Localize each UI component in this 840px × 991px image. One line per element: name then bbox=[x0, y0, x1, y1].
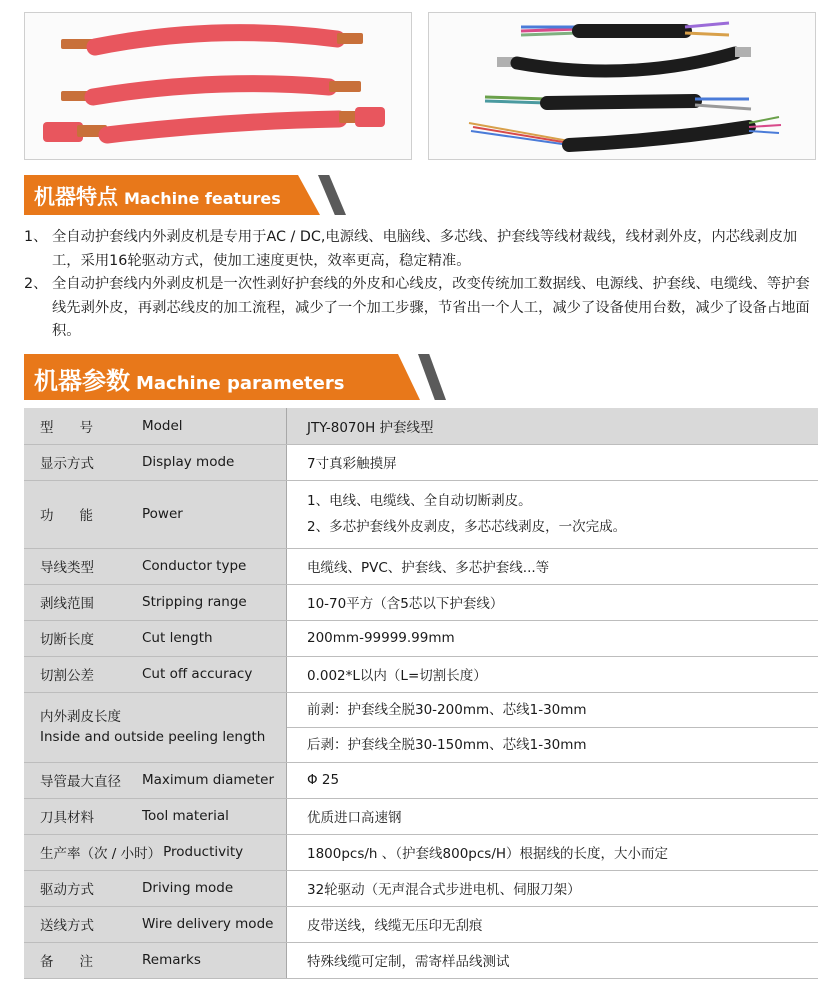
spec-key-zh: 备注 bbox=[40, 954, 119, 970]
spec-key-en: Cut length bbox=[142, 630, 213, 646]
spec-value-back: 后剥：护套线全脱30-150mm、芯线1-30mm bbox=[287, 727, 818, 762]
features-title-zh: 机器特点 bbox=[34, 185, 118, 209]
spec-key-en: Maximum diameter bbox=[142, 772, 275, 788]
spec-row-driving bbox=[24, 870, 818, 906]
red-cable-2 bbox=[61, 81, 361, 101]
spec-value: 200mm-99999.99mm bbox=[287, 620, 819, 656]
spec-key-zh: 切割公差 bbox=[40, 668, 94, 684]
spec-row-productivity bbox=[24, 834, 818, 870]
spec-value: 10-70平方（含5芯以下护套线） bbox=[287, 584, 819, 620]
spec-key bbox=[24, 548, 287, 584]
black-cables-illustration bbox=[429, 13, 815, 159]
spec-row-peeling bbox=[24, 692, 818, 762]
params-header bbox=[24, 354, 454, 400]
spec-value bbox=[287, 480, 819, 548]
red-cable-3 bbox=[43, 107, 385, 142]
spec-key-en: Inside and outside peeling length bbox=[40, 729, 266, 745]
spec-key-en: Driving mode bbox=[142, 880, 234, 896]
spec-key-zh: 导管最大直径 bbox=[40, 774, 121, 790]
spec-key-zh: 送线方式 bbox=[40, 918, 94, 934]
features-list bbox=[24, 226, 824, 344]
spec-key-en: Display mode bbox=[142, 454, 235, 470]
spec-value: 1800pcs/h 、（护套线800pcs/H）根据线的长度，大小而定 bbox=[287, 834, 819, 870]
spec-key-zh: 刀具材料 bbox=[40, 810, 94, 826]
spec-key-en: Power bbox=[142, 506, 183, 522]
spec-key-zh: 内外剥皮长度 bbox=[40, 709, 121, 725]
spec-row-diameter bbox=[24, 762, 818, 798]
spec-key bbox=[24, 656, 287, 692]
features-title-en: Machine features bbox=[124, 189, 281, 208]
spec-key-en: Cut off accuracy bbox=[142, 666, 253, 682]
spec-key-en: Tool material bbox=[142, 808, 229, 824]
black-cables-photo bbox=[428, 12, 816, 160]
spec-key-zh: 导线类型 bbox=[40, 560, 94, 576]
feature-number: 2、 bbox=[24, 276, 48, 292]
spec-value: 7寸真彩触摸屏 bbox=[287, 444, 819, 480]
spec-key bbox=[24, 834, 287, 870]
spec-row-power bbox=[24, 480, 818, 548]
feature-text: 全自动护套线内外剥皮机是一次性剥好护套线的外皮和心线皮，改变传统加工数据线、电源线、护套线、电缆线、等护套线先剥外皮，再剥芯线皮的加工流程，减少了一个加工步骤，节省出一个人工，减少了设备使用台数，减少了设备占地面积。 bbox=[52, 276, 810, 339]
spec-key bbox=[24, 408, 287, 444]
feature-item-2 bbox=[24, 273, 824, 344]
feature-text: 全自动护套线内外剥皮机是专用于AC / DC,电源线、电脑线、多芯线、护套线等线材裁线，线材剥外皮，内芯线剥皮加工，采用16轮驱动方式，使加工速度更快，效率更高，稳定精准。 bbox=[52, 229, 798, 269]
spec-key-zh: 功能 bbox=[40, 508, 119, 524]
spec-row-cut-length bbox=[24, 620, 818, 656]
spec-row-display bbox=[24, 444, 818, 480]
spec-value: 0.002*L以内（L=切割长度） bbox=[287, 656, 819, 692]
spec-key-zh: 切断长度 bbox=[40, 632, 94, 648]
spec-key bbox=[24, 444, 287, 480]
spec-key bbox=[24, 480, 287, 548]
spec-key bbox=[24, 906, 287, 942]
spec-key bbox=[24, 692, 287, 762]
spec-value: 32轮驱动（无声混合式步进电机、伺服刀架） bbox=[287, 870, 819, 906]
black-cable-3 bbox=[485, 97, 751, 109]
spec-value: 电缆线、PVC、护套线、多芯护套线...等 bbox=[287, 548, 819, 584]
feature-item-1 bbox=[24, 226, 824, 273]
spec-key-zh: 显示方式 bbox=[40, 456, 94, 472]
params-header-title bbox=[34, 361, 344, 396]
features-header-title bbox=[34, 181, 281, 211]
spec-key-en: Stripping range bbox=[142, 594, 247, 610]
spec-value-line: 1、电线、电缆线、全自动切断剥皮。 bbox=[307, 493, 532, 509]
spec-value: 优质进口高速钢 bbox=[287, 798, 819, 834]
black-cable-2 bbox=[497, 47, 751, 71]
spec-key bbox=[24, 942, 287, 978]
spec-key-en: Conductor type bbox=[142, 558, 247, 574]
spec-key bbox=[24, 620, 287, 656]
spec-key bbox=[24, 762, 287, 798]
spec-value-front: 前剥：护套线全脱30-200mm、芯线1-30mm bbox=[307, 701, 587, 718]
features-header bbox=[24, 175, 354, 215]
spec-key-zh: 型号 bbox=[40, 419, 119, 436]
spec-key-en: Productivity bbox=[163, 844, 244, 860]
feature-number: 1、 bbox=[24, 229, 48, 245]
spec-key-en: Wire delivery mode bbox=[142, 916, 274, 932]
params-title-en: Machine parameters bbox=[136, 373, 345, 394]
spec-value: JTY-8070H 护套线型 bbox=[287, 408, 819, 444]
red-cable-1 bbox=[61, 33, 363, 49]
spec-table bbox=[24, 408, 818, 979]
spec-row-accuracy bbox=[24, 656, 818, 692]
spec-row-delivery bbox=[24, 906, 818, 942]
spec-value: 特殊线缆可定制，需寄样品线测试 bbox=[287, 942, 819, 978]
params-title-zh: 机器参数 bbox=[34, 367, 130, 395]
red-cables-illustration bbox=[25, 13, 411, 159]
spec-row-remarks bbox=[24, 942, 818, 978]
spec-key-zh: 生产率（次 / 小时） bbox=[40, 846, 162, 862]
spec-value bbox=[287, 692, 819, 762]
spec-key bbox=[24, 870, 287, 906]
params-header-slant bbox=[418, 354, 446, 400]
spec-key-en: Remarks bbox=[142, 952, 201, 968]
spec-key bbox=[24, 798, 287, 834]
spec-value: 皮带送线，线缆无压印无刮痕 bbox=[287, 906, 819, 942]
spec-row-model bbox=[24, 408, 818, 444]
spec-key-zh: 驱动方式 bbox=[40, 882, 94, 898]
features-header-slant bbox=[318, 175, 346, 215]
red-cables-photo bbox=[24, 12, 412, 160]
spec-key bbox=[24, 584, 287, 620]
spec-row-conductor bbox=[24, 548, 818, 584]
spec-value-line: 2、多芯护套线外皮剥皮，多芯芯线剥皮，一次完成。 bbox=[307, 519, 627, 535]
spec-key-zh: 剥线范围 bbox=[40, 596, 94, 612]
spec-value: Φ 25 bbox=[287, 762, 819, 798]
black-cable-1 bbox=[521, 23, 729, 35]
spec-row-tool bbox=[24, 798, 818, 834]
spec-row-stripping bbox=[24, 584, 818, 620]
spec-key-en: Model bbox=[142, 417, 183, 434]
black-cable-4 bbox=[469, 117, 781, 145]
